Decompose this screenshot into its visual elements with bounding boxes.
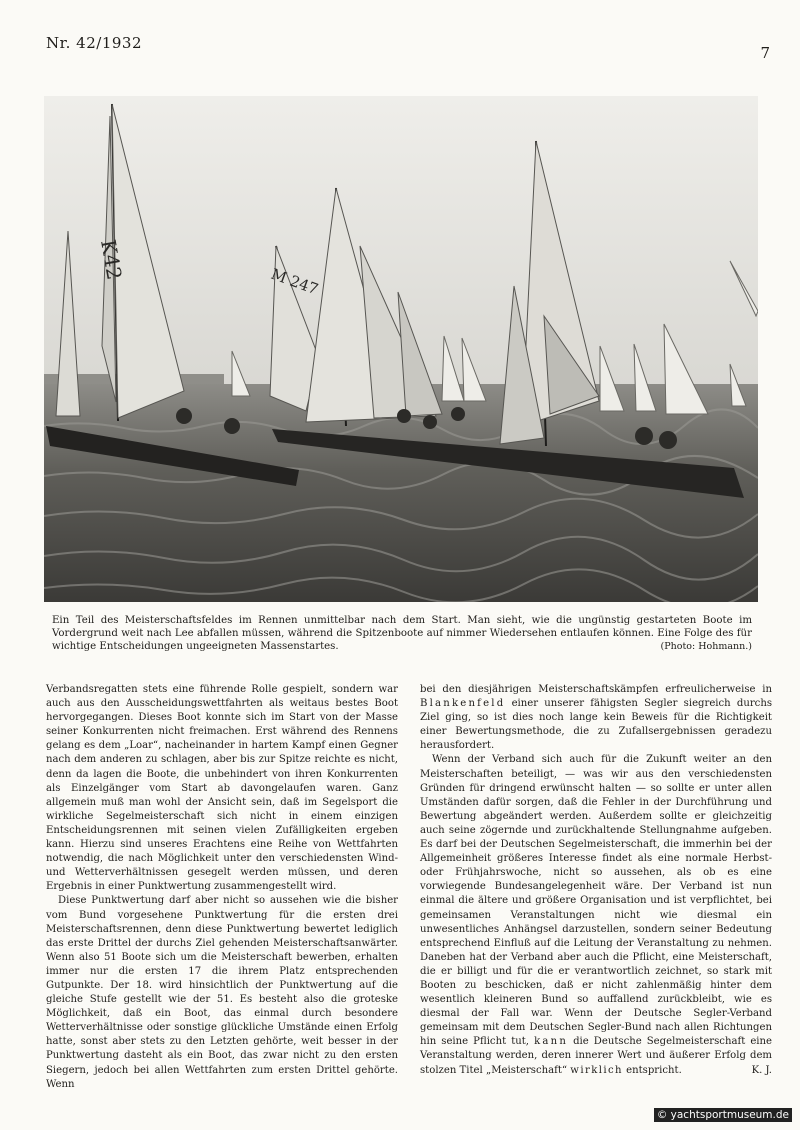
spaced-name-blankenfeld: Blankenfeld [420,698,506,710]
text-run: Wenn der Verband sich auch für die Zukunft weiter an den Meisterschaften beteiligt, — was wir aus den verschiedensten Gründen für dringend erwünscht halten — so sollte er unter allen Umständen dafür sorgen, daß die Fehler in der Durchführung und Bewertung abgeändert werden. Außerdem sollte er gleichzeitig auch seine zögernde und zurückhaltende Stellungnahme aufgeben. Es darf bei der Deutschen Segelmeisterschaft, die immerhin bei der Allgemeinheit größeres Interesse findet als eine normale Herbst- oder Frühjahrswoche, nicht so aussehen, als ob es eine vorwiegende Bundesangelegenheit wäre. Der Verband ist nun einmal die ältere und größere Organisation und ist verpflichtet, bei gemeinsamen Veranstaltungen nicht wie diesmal ein unwesentliches Anhängsel darzustellen, sondern seiner Bedeutung entsprechend Einfluß auf die Leitung der Veranstaltung zu nehmen. Daneben hat der Verband aber auch die Pflicht, eine Meisterschaft, die er billigt und für die er verantwortlich zeichnet, so stark mit Booten zu beschicken, daß er nicht zahlenmäßig hinter dem wesentlich kleineren Bund so auffallend zurückbleibt, wie es diesmal der Fall war. Wenn der Deutsche Segler-Verband gemeinsam mit dem Deutschen Segler-Bund nach allen Richtungen hin seine Pflicht tut, [420,754,772,1048]
paragraph [420,753,772,1077]
page-number: 7 [760,44,770,62]
text-run: entspricht. [626,1064,682,1076]
caption-text: Ein Teil des Meisterschaftsfeldes im Rennen unmittelbar nach dem Start. Man sieht, wie die ungünstig gestarteten Boote im Vordergrund weit nach Lee abfallen müssen, während die Spitzenboote auf nimmer Wiedersehen entlaufen können. Eine Folge des für wichtige Entscheidungen ungeeigneten Massenstartes. [52,615,752,653]
text-run: die Deutsche Segelmeisterschaft eine Veranstaltung werden, deren innerer Wert und äußerer Erfolg dem stolzen Titel „Meisterschaft“ [420,1036,772,1076]
paragraph: Diese Punktwertung darf aber nicht so aussehen wie die bisher vom Bund vorgesehene Punktwertung für die ersten drei Meisterschaftsrennen, denn diese Punktwertung bewertet lediglich das erste Drittel der durchs Ziel gehenden Meisterschaftsanwärter. Wenn also 51 Boote sich um die Meisterschaft bewerben, erhalten immer nur die ersten 17 die ihrem Platz entsprechenden Gutpunkte. Der 18. wird hinsichtlich der Punktwertung auf die gleiche Stufe gestellt wie der 51. Es besteht also die groteske Möglichkeit, daß ein Boot, das einmal durch besondere Wetterverhältnisse oder sonstige glückliche Umstände einen Erfolg hatte, sonst aber stets zu den Letzten gehörte, weit besser in der Punktwertung dasteht als ein Boot, das zwar nicht zu den ersten Siegern, jedoch bei allen Wettfahrten zum ersten Drittel gehörte. Wenn [46,895,398,1090]
svg-text:M 247: M 247 [268,264,321,299]
watermark: © yachtsportmuseum.de [654,1108,792,1122]
issue-number: Nr. 42/1932 [46,34,142,52]
photo-credit: (Photo: Hohmann.) [660,641,752,653]
paragraph: Verbandsregatten stets eine führende Rolle gespielt, sondern war auch aus den Ausscheidungswettfahrten als weitaus bestes Boot hervorgegangen. Dieses Boot konnte sich im Start von der Masse seiner Konkurrenten nicht freimachen. Erst während des Rennens gelang es dem „Loar“, nacheinander in hartem Kampf einen Gegner nach dem anderen zu schlagen, aber bis zur Spitze reichte es nicht, denn da lagen die Boote, die unbehindert von ihren Konkurrenten als Einzelgänger vom Start ab davongelaufen waren. Ganz allgemein muß man wohl der Ansicht sein, daß im Segelsport die wirkliche Segelmeisterschaft sich nicht in einem einzigen Entscheidungsrennen mit seinen vielen Zufälligkeiten ergeben kann. Hierzu sind unseres Erachtens eine Reihe von Wettfahrten notwendig, die nach Möglichkeit unter den verschiedensten Wind- und Wetterverhältnissen gesegelt werden müssen, und deren Ergebnis in einer Punktwertung zusammengestellt wird. [46,684,398,893]
author-signature: K. J. [751,1064,772,1076]
spaced-word: wirklich [570,1064,623,1076]
text-run: einer unserer fähigsten Segler siegreich durchs Ziel ging, so ist dies noch lange kein Beweis für die Richtigkeit einer Bewertungsmethode, die zu Zufallsergebnissen geradezu herausfordert. [420,698,772,752]
article-column-right [420,683,772,1078]
spaced-word: kann [534,1036,569,1048]
regatta-photo [44,96,758,602]
text-run: bei den diesjährigen Meisterschaftskämpfen erfreulicherweise in [420,684,772,695]
paragraph [420,683,772,753]
article-column-left [46,683,398,1092]
photo-caption [52,614,752,654]
svg-text:K42: K42 [96,237,127,282]
